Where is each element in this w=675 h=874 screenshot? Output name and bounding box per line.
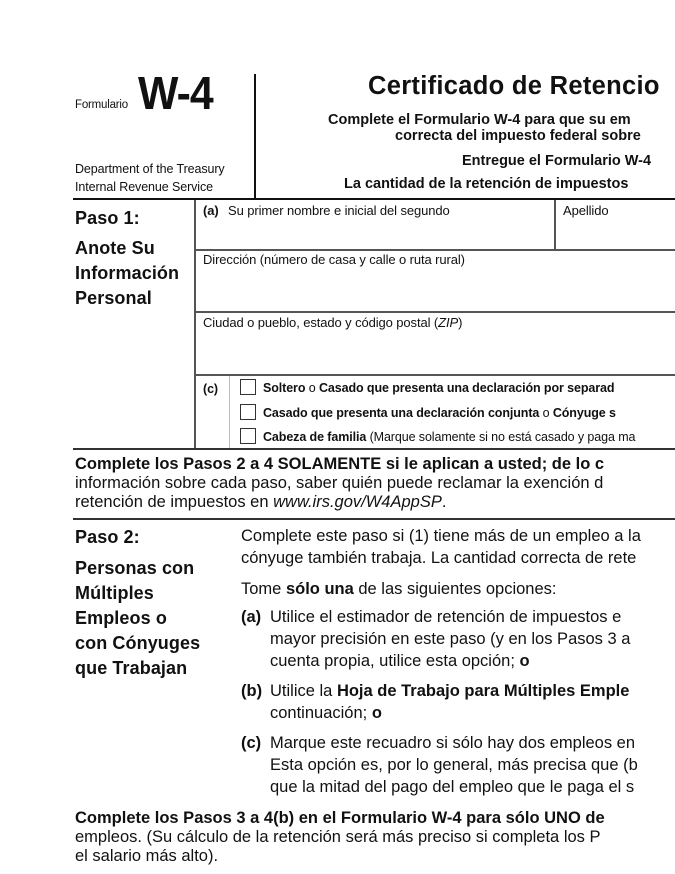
header-divider: [254, 74, 256, 198]
irs-link[interactable]: www.irs.gov/W4AppSP: [273, 493, 442, 511]
first-name-field[interactable]: [196, 200, 554, 250]
head-of-household-checkbox[interactable]: [240, 428, 256, 444]
option-c-marker: (c): [241, 734, 262, 752]
city-label-close: ): [458, 315, 463, 330]
option-a-line: Utilice el estimador de retención de impuestos e: [270, 608, 622, 626]
choose-prefix: Tome: [241, 580, 286, 598]
footer-note: [75, 809, 605, 866]
option-b-line: [270, 680, 629, 702]
step2-intro-line: cónyuge también trabaja. La cantidad correcta de rete: [241, 549, 637, 567]
department-line-2: Internal Revenue Service: [75, 180, 213, 194]
filing-status-guide: [229, 376, 230, 448]
worksheet-reference: Hoja de Trabajo para Múltiples Emple: [336, 682, 630, 700]
subtitle-line-3: Entregue el Formulario W-4: [462, 153, 652, 169]
option-a-or: o: [519, 652, 530, 670]
step2-heading-line: Personas con: [75, 558, 195, 578]
step2-heading-line: que Trabajan: [75, 658, 188, 678]
row-divider: [195, 374, 675, 376]
married-joint-label-bold2: Cónyuge s: [552, 406, 616, 420]
step2-heading-line: Múltiples: [75, 583, 154, 603]
option-c-line: que la mitad del pago del empleo que le paga el s: [270, 778, 635, 796]
form-prefix: Formulario: [75, 99, 128, 111]
option-b-prefix: Utilice la: [270, 682, 337, 700]
filing-status-marker: (c): [203, 382, 218, 396]
step1-heading-line: Información: [75, 263, 180, 283]
subtitle-line-4: La cantidad de la retención de impuestos: [344, 176, 629, 192]
footer-note-line: el salario más alto).: [75, 847, 219, 865]
step2-number: Paso 2:: [75, 527, 140, 547]
single-label: [263, 381, 614, 395]
city-label-zip: ZIP: [438, 315, 459, 330]
form-number: W-4: [138, 67, 213, 119]
option-b-text: [270, 680, 629, 724]
head-of-household-label: [263, 430, 635, 444]
option-b-marker: (b): [241, 682, 263, 700]
city-label-text: Ciudad o pueblo, estado y código postal (: [203, 315, 439, 330]
single-checkbox[interactable]: [240, 379, 256, 395]
option-a-text: [270, 606, 630, 672]
single-label-bold2: Casado que presenta una declaración por separad: [318, 381, 615, 395]
option-b-line-text: continuación;: [270, 704, 372, 722]
step2-choose-one: [241, 578, 557, 600]
city-state-zip-field[interactable]: [196, 313, 675, 374]
step1-number: Paso 1:: [75, 208, 140, 228]
instructions-link-prefix: retención de impuestos en: [75, 493, 274, 511]
single-label-bold: Soltero: [263, 381, 306, 395]
option-b-line: [270, 702, 629, 724]
option-c-line: Esta opción es, por lo general, más precisa que (b: [270, 756, 638, 774]
choose-bold: sólo una: [285, 580, 354, 598]
instructions-block: [75, 455, 604, 512]
subtitle-line-1: Complete el Formulario W-4 para que su em: [328, 112, 631, 128]
head-of-household-label-bold: Cabeza de familia: [263, 430, 367, 444]
choose-suffix: de las siguientes opciones:: [353, 580, 557, 598]
step2-intro-line: Complete este paso si (1) tiene más de un empleo a la: [241, 527, 641, 545]
last-name-field[interactable]: [556, 200, 675, 250]
married-joint-label-bold: Casado que presenta una declaración conjunta: [263, 406, 540, 420]
instructions-line: información sobre cada paso, saber quién puede reclamar la exención d: [75, 474, 604, 492]
married-joint-label: [263, 406, 616, 420]
option-b-or: o: [371, 704, 382, 722]
married-joint-label-or: o: [539, 406, 553, 420]
address-label: Dirección (número de casa y calle o ruta rural): [203, 252, 465, 267]
option-c-text: [270, 732, 638, 798]
instructions-link-suffix: .: [441, 493, 447, 511]
first-name-label: Su primer nombre e inicial del segundo: [228, 203, 450, 218]
footer-note-bold-line: Complete los Pasos 3 a 4(b) en el Formulario W-4 para sólo UNO de: [75, 809, 605, 827]
instructions-bottom-rule: [73, 518, 675, 520]
instructions-line-with-link: [75, 493, 604, 512]
step1-bottom-rule: [73, 448, 675, 450]
step2-intro: [241, 525, 641, 569]
form-title: Certificado de Retencio: [368, 72, 660, 100]
field-a-marker: (a): [203, 203, 219, 218]
city-label: [203, 315, 462, 330]
head-of-household-label-note: (Marque solamente si no está casado y paga ma: [366, 430, 636, 444]
address-field[interactable]: [196, 251, 675, 312]
option-a-line-text: cuenta propia, utilice esta opción;: [270, 652, 520, 670]
step2-heading-line: Empleos o: [75, 608, 167, 628]
option-a-line: mayor precisión en este paso (y en los Pasos 3 a: [270, 630, 631, 648]
option-c-line: Marque este recuadro si sólo hay dos empleos en: [270, 734, 636, 752]
step2-title: [75, 525, 200, 681]
married-joint-checkbox[interactable]: [240, 404, 256, 420]
option-a-marker: (a): [241, 608, 262, 626]
subtitle-line-2: correcta del impuesto federal sobre: [395, 128, 641, 144]
department-label: [75, 160, 225, 196]
step1-title: [75, 206, 179, 311]
step1-heading-line: Personal: [75, 288, 152, 308]
step2-heading-line: con Cónyuges: [75, 633, 201, 653]
department-line-1: Department of the Treasury: [75, 162, 225, 176]
instructions-bold-line: Complete los Pasos 2 a 4 SOLAMENTE si le aplican a usted; de lo c: [75, 455, 605, 473]
last-name-label: Apellido: [563, 203, 609, 218]
option-a-line: [270, 650, 630, 672]
footer-note-line: empleos. (Su cálculo de la retención será más preciso si completa los P: [75, 828, 601, 846]
single-label-or: o: [305, 381, 319, 395]
step1-heading-line: Anote Su: [75, 238, 155, 258]
